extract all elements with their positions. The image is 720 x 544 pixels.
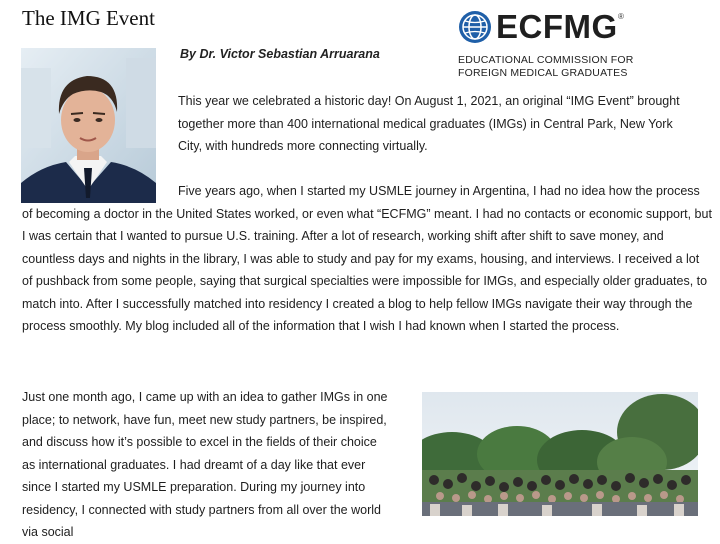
author-byline: By Dr. Victor Sebastian Arruarana <box>180 47 380 61</box>
globe-icon <box>458 10 492 44</box>
article-paragraph-2: Five years ago, when I started my USMLE journey in Argentina, I had no idea how the process of becoming a doctor in the United States worked, or even what “ECFMG” meant. I had no contacts or economic support, but I was certain that I wanted to pursue U.S. training. After a lot of research, working shift after shift to save money, and countless days and nights in the library, I was able to study and pay for my exams, housing, and interviews. I received a lot of pushback from some people, saying that surgical specialties were impossible for IMGs, and especially older graduates, to match into. After I successfully matched into residency I created a blog to help fellow IMGs navigate their way through the process smoothly. My blog included all of the information that I wish I had known when I started the process. <box>22 184 712 333</box>
logo-subtitle-line2: FOREIGN MEDICAL GRADUATES <box>458 67 628 79</box>
event-group-photo <box>422 392 698 516</box>
registered-mark: ® <box>618 12 624 21</box>
article-paragraph-1: This year we celebrated a historic day! On August 1, 2021, an original “IMG Event” brought together more than 400 international medical graduates (IMGs) in Central Park, New York City, with hundreds more connecting virtually. <box>178 94 680 153</box>
logo-subtitle-line1: EDUCATIONAL COMMISSION FOR <box>458 54 634 66</box>
article-title: The IMG Event <box>22 6 155 30</box>
ecfmg-logo <box>458 10 638 80</box>
logo-brand-text: ECFMG <box>496 8 618 45</box>
article-paragraph-3: Just one month ago, I came up with an idea to gather IMGs in one place; to network, have fun, meet new study partners, be inspired, and discuss how it’s possible to excel in the fields of their choice as international graduates. I had dreamt of a day like that ever since I started my USMLE preparation. During my journey into residency, I connected with study partners from all over the world via social <box>22 390 388 539</box>
